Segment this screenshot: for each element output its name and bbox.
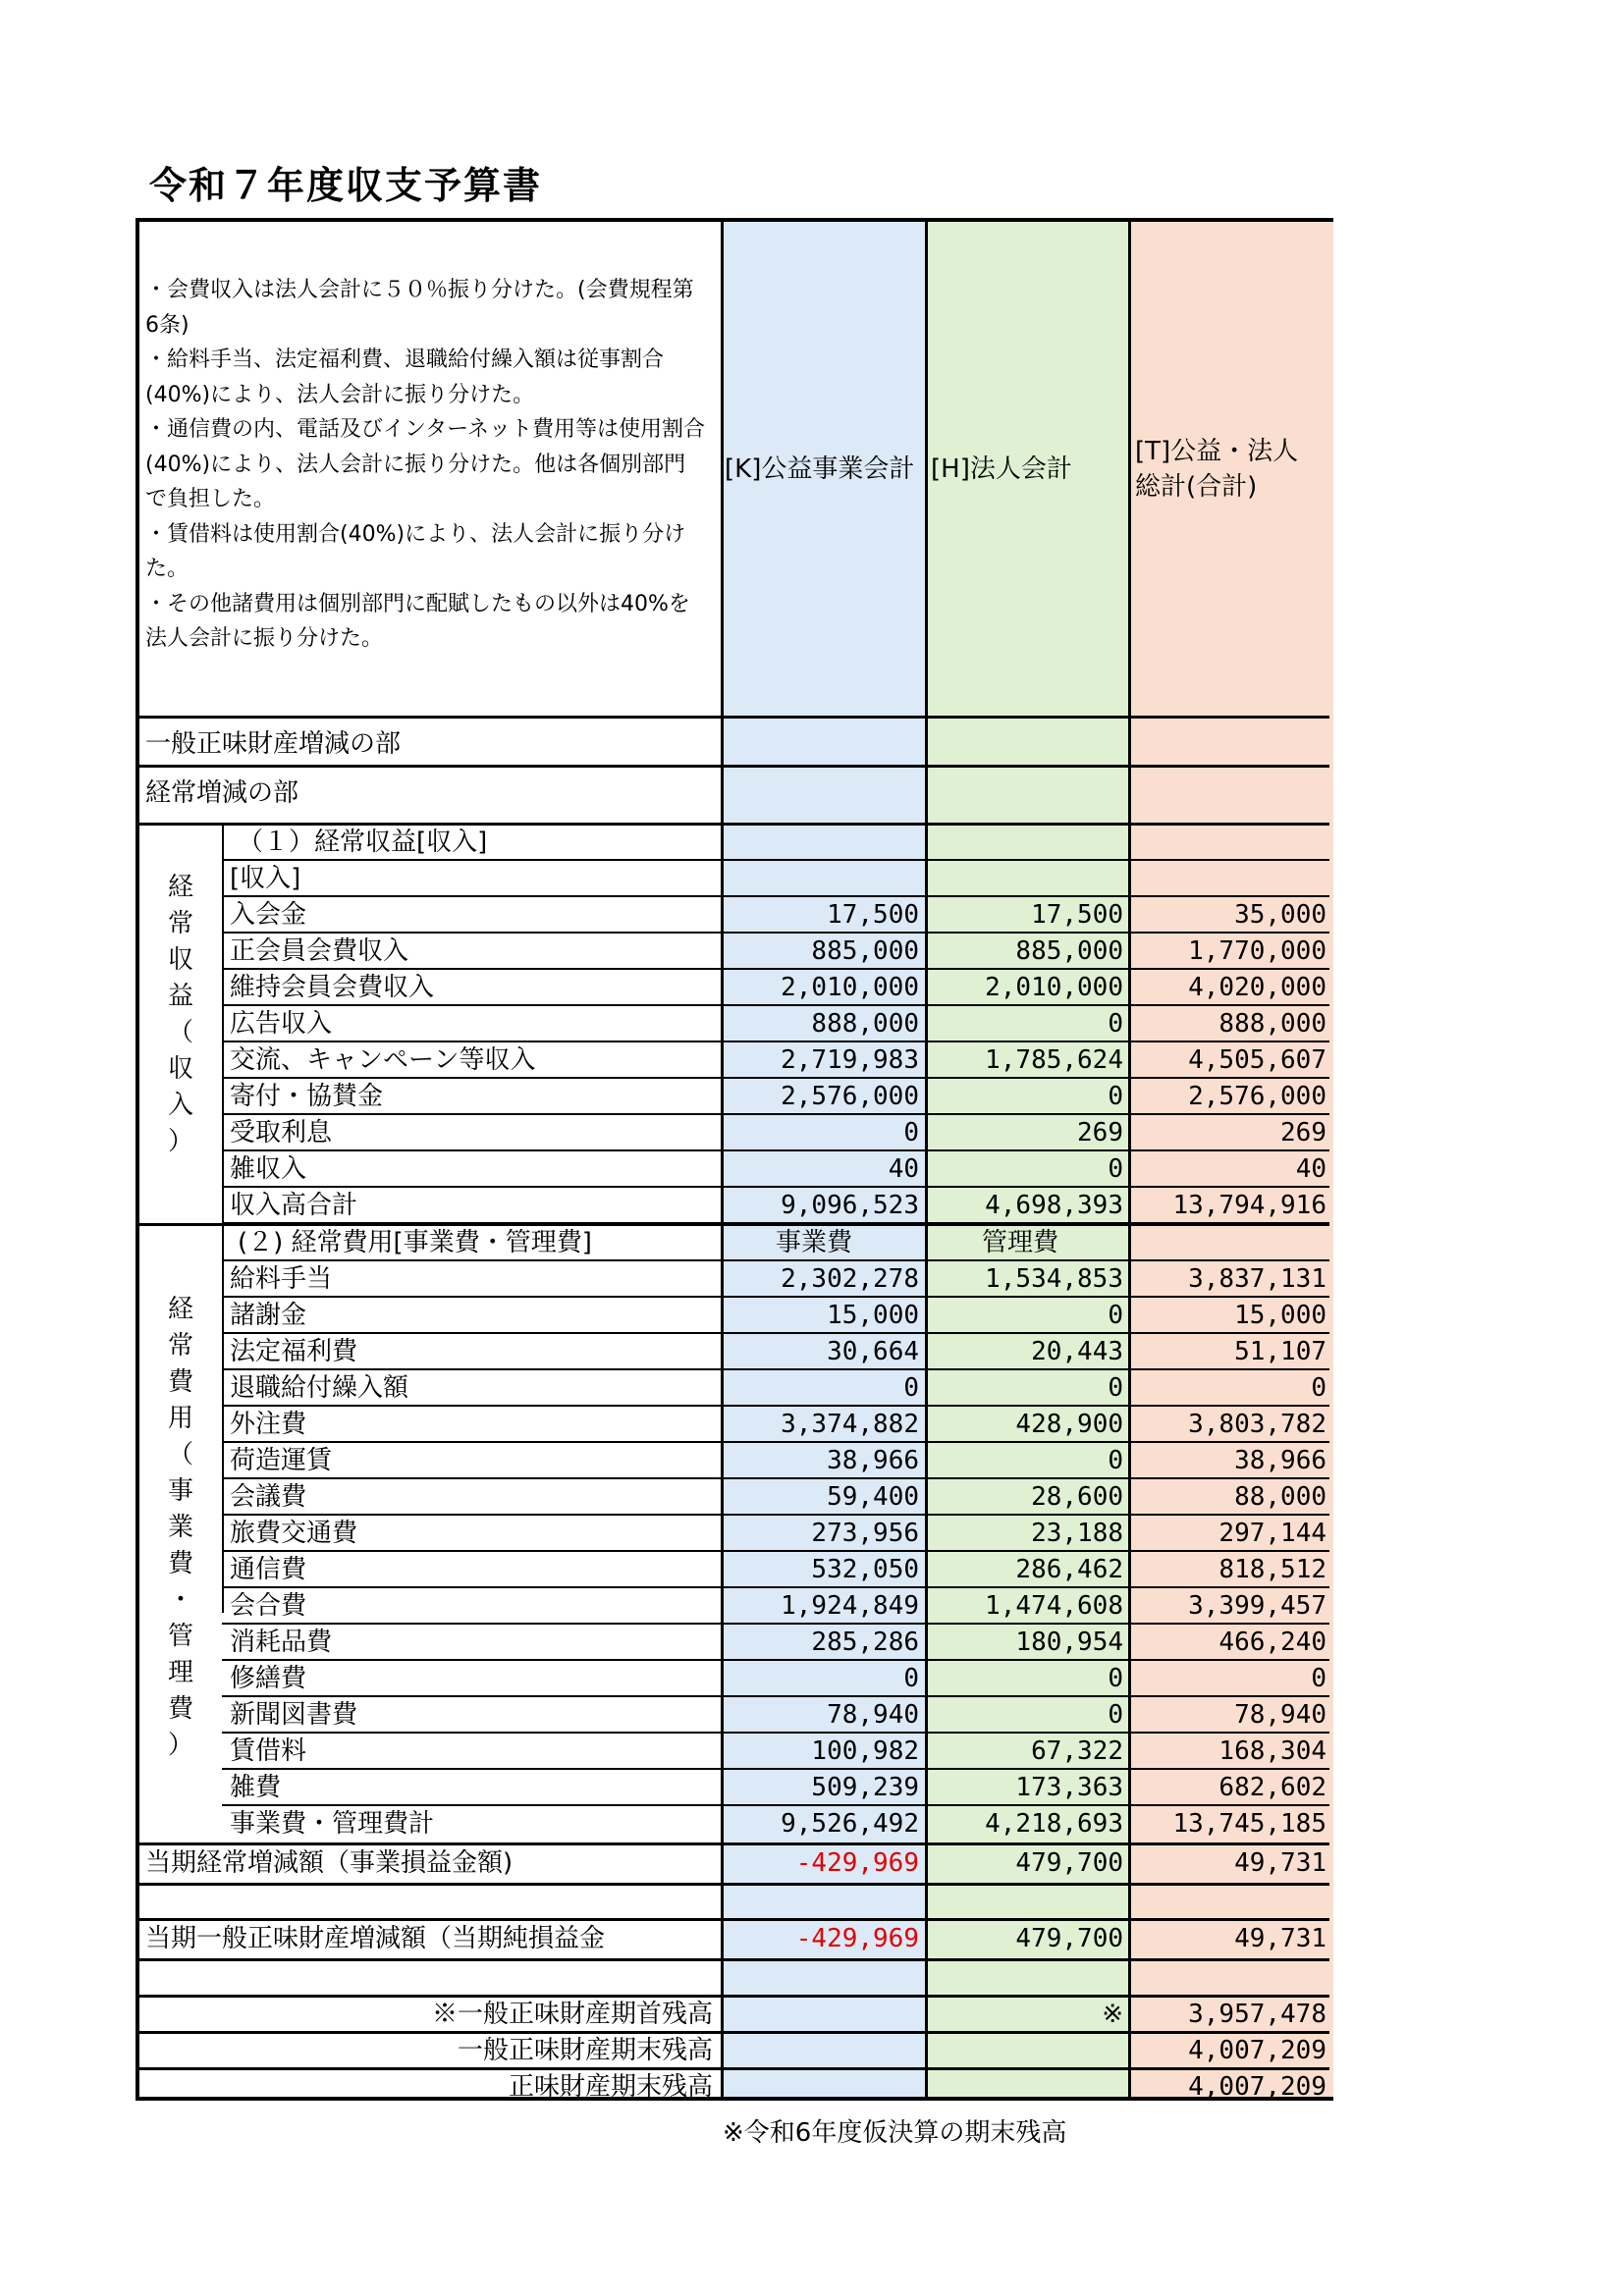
revenue-group-text: [161, 870, 200, 1160]
t-value: 2,576,000: [1188, 1082, 1326, 1111]
expense-group-text: [161, 1292, 200, 1764]
vertical-char: （: [167, 1018, 193, 1047]
h-value: 1,534,853: [985, 1264, 1123, 1294]
t-value: 15,000: [1234, 1301, 1326, 1330]
header-t2: 総計(合計): [1135, 472, 1258, 502]
row-label: 退職給付繰入額: [230, 1373, 409, 1403]
h-value: 28,600: [1031, 1482, 1123, 1512]
row-label: 消耗品費: [230, 1628, 333, 1657]
table-row: [230, 1334, 1329, 1369]
row-label: 修繕費: [230, 1664, 307, 1693]
t-value: 13,745,185: [1172, 1809, 1326, 1839]
k-value: 2,302,278: [781, 1264, 919, 1294]
t-value: 1,770,000: [1188, 936, 1326, 966]
table-row: [230, 1734, 1329, 1769]
k-value: 100,982: [811, 1736, 919, 1766]
h-value: 17,500: [1031, 900, 1123, 930]
h-value: 0: [1108, 1154, 1123, 1184]
row-label: 諸謝金: [230, 1301, 307, 1330]
k-value: 59,400: [827, 1482, 919, 1512]
t-value: 0: [1311, 1664, 1326, 1693]
h-value: 1,474,608: [985, 1591, 1123, 1621]
t-value: 78,940: [1234, 1700, 1326, 1730]
row-label: 外注費: [230, 1410, 307, 1439]
h-value: 0: [1108, 1664, 1123, 1693]
table-row: [230, 1188, 1329, 1223]
revenue-group-label: [161, 870, 200, 1160]
h-value: 4,218,693: [985, 1809, 1123, 1839]
group-divider: [222, 824, 224, 1613]
h-value: 0: [1108, 1700, 1123, 1730]
net-change-row: 当期一般正味財産増減額（当期純損益金 -429,969 479,700 49,731: [145, 1924, 1326, 1953]
table-row: [230, 1298, 1329, 1333]
section-ordinary: 経常増減の部: [145, 778, 299, 808]
header-t1: [T]公益・法人: [1135, 437, 1299, 466]
h-value: 180,954: [1015, 1628, 1123, 1657]
row-label: 賃借料: [230, 1736, 307, 1766]
t-value: 888,000: [1218, 1009, 1326, 1039]
page-title: 令和７年度収支予算書: [149, 164, 543, 207]
header-k: [K]公益事業会計: [725, 454, 915, 484]
h-value: 269: [1077, 1118, 1123, 1148]
row-label: 雑収入: [230, 1154, 307, 1184]
row-label: 交流、キャンペーン等収入: [230, 1045, 536, 1075]
k-value: 0: [903, 1664, 919, 1693]
k-value: 17,500: [827, 900, 919, 930]
row-label: 法定福利費: [230, 1337, 358, 1366]
t-value: 682,602: [1218, 1773, 1326, 1802]
row-label: 通信費: [230, 1555, 307, 1584]
vertical-char: 費: [167, 1694, 193, 1724]
vertical-char: 収: [167, 1054, 193, 1084]
table-row: [230, 1806, 1329, 1842]
revenue-heading: （１）経常収益[収入]: [238, 828, 488, 857]
header-h: [H]法人会計: [931, 454, 1072, 484]
t-value: 297,144: [1218, 1519, 1326, 1548]
vertical-char: 費: [167, 1549, 193, 1578]
row-label: 雑費: [230, 1773, 282, 1802]
vertical-char: 経: [167, 873, 193, 902]
row-label: 正会員会費収入: [230, 936, 409, 966]
expense-group-label: [161, 1292, 200, 1764]
table-row: [230, 1407, 1329, 1442]
vertical-char: ）: [167, 1127, 193, 1156]
vertical-char: 費: [167, 1367, 193, 1397]
row-label: 収入高合計: [230, 1191, 358, 1220]
t-value: 35,000: [1234, 900, 1326, 930]
k-value: 2,576,000: [781, 1082, 919, 1111]
t-value: 51,107: [1234, 1337, 1326, 1366]
table-row: [230, 1443, 1329, 1478]
t-value: 168,304: [1218, 1736, 1326, 1766]
vertical-char: 常: [167, 1331, 193, 1361]
row-line: [139, 716, 1329, 719]
vertical-char: 収: [167, 945, 193, 975]
row-label: 給料手当: [230, 1264, 333, 1294]
k-value: 2,719,983: [781, 1045, 919, 1075]
table-row: [230, 1661, 1329, 1696]
h-value: 0: [1108, 1009, 1123, 1039]
vertical-char: 理: [167, 1658, 193, 1687]
t-value: 3,803,782: [1188, 1410, 1326, 1439]
h-value: 2,010,000: [985, 973, 1123, 1002]
expense-k-subheading: 事業費: [776, 1228, 853, 1257]
t-value: 3,837,131: [1188, 1264, 1326, 1294]
table-row: [230, 1261, 1329, 1297]
vertical-char: 益: [167, 982, 193, 1011]
table-row: [230, 1588, 1329, 1624]
vertical-char: 事: [167, 1476, 193, 1506]
table-row: [230, 1516, 1329, 1551]
t-value: 40: [1295, 1154, 1326, 1184]
table-row: [230, 1697, 1329, 1733]
table-row: [230, 934, 1329, 969]
t-value: 466,240: [1218, 1628, 1326, 1657]
table-row: [230, 970, 1329, 1005]
vertical-char: 常: [167, 909, 193, 938]
k-value: 15,000: [827, 1301, 919, 1330]
vertical-char: ・: [167, 1585, 193, 1615]
k-value: 532,050: [811, 1555, 919, 1584]
h-value: 0: [1108, 1446, 1123, 1475]
t-value: 0: [1311, 1373, 1326, 1403]
k-value: 285,286: [811, 1628, 919, 1657]
row-label: 事業費・管理費計: [230, 1809, 435, 1839]
k-value: 40: [888, 1154, 919, 1184]
notes-text: ・会費収入は法人会計に５０％振り分けた。(会費規程第6条) ・給料手当、法定福利費、退職給付繰入額は従事割合(40%)により、法人会計に振り分けた。 ・通信費の内、電話及びインターネット費用等は使用割合 (40%)により、法人会計に振り分けた。他は各個別部門で負担した。 ・賃借料は使用割合(40%)により、法人会計に振り分けた。 ・その他諸費用は個別部門に配賦したもの以外は40%を法人会計に振り分けた。: [145, 278, 706, 651]
table-row: [230, 1151, 1329, 1187]
t-value: 4,505,607: [1188, 1045, 1326, 1075]
row-label: 入会金: [230, 900, 307, 930]
table-row: [230, 897, 1329, 933]
revenue-subheading: [収入]: [230, 864, 301, 893]
h-value: 428,900: [1015, 1410, 1123, 1439]
table-row: [230, 1079, 1329, 1114]
row-label: 受取利息: [230, 1118, 333, 1148]
table-row: [230, 1370, 1329, 1406]
section-general: 一般正味財産増減の部: [145, 729, 402, 759]
opening-balance-row: ※一般正味財産期首残高 ※ 3,957,478: [431, 2000, 1326, 2029]
h-value: 885,000: [1015, 936, 1123, 966]
table-row: [230, 1115, 1329, 1150]
h-value: 0: [1108, 1301, 1123, 1330]
k-value: 885,000: [811, 936, 919, 966]
row-line: [139, 765, 1329, 768]
ordinary-change-row: 当期経常増減額（事業損益金額) -429,969 479,700 49,731: [145, 1848, 1326, 1878]
row-line: [139, 1883, 1329, 1886]
k-value: 2,010,000: [781, 973, 919, 1002]
table-row: [230, 1042, 1329, 1078]
vertical-char: ）: [167, 1731, 193, 1760]
k-value: 78,940: [827, 1700, 919, 1730]
table-row: [230, 1552, 1329, 1587]
k-value: 0: [903, 1118, 919, 1148]
expense-heading: (２) 経常費用[事業費・管理費]: [238, 1228, 592, 1257]
h-value: 20,443: [1031, 1337, 1123, 1366]
table-row: [230, 1625, 1329, 1660]
closing-net-row: 正味財産期末残高 4,007,209: [508, 2072, 1326, 2102]
k-value: 30,664: [827, 1337, 919, 1366]
k-value: 509,239: [811, 1773, 919, 1802]
k-value: 3,374,882: [781, 1410, 919, 1439]
k-value: 9,526,492: [781, 1809, 919, 1839]
k-value: 0: [903, 1373, 919, 1403]
t-value: 4,020,000: [1188, 973, 1326, 1002]
vertical-char: 用: [167, 1404, 193, 1433]
h-value: 4,698,393: [985, 1191, 1123, 1220]
table-row: [230, 1770, 1329, 1805]
vertical-char: 経: [167, 1295, 193, 1324]
row-label: 旅費交通費: [230, 1519, 358, 1548]
h-value: 1,785,624: [985, 1045, 1123, 1075]
table-row: [230, 1006, 1329, 1041]
vertical-char: 管: [167, 1622, 193, 1651]
t-value: 269: [1280, 1118, 1326, 1148]
row-label: 広告収入: [230, 1009, 333, 1039]
t-value: 13,794,916: [1172, 1191, 1326, 1220]
row-label: 会議費: [230, 1482, 307, 1512]
t-value: 3,399,457: [1188, 1591, 1326, 1621]
t-value: 88,000: [1234, 1482, 1326, 1512]
t-value: 818,512: [1218, 1555, 1326, 1584]
h-value: 173,363: [1015, 1773, 1123, 1802]
row-label: 会合費: [230, 1591, 307, 1621]
row-line: [139, 1958, 1329, 1961]
table-row: [230, 1479, 1329, 1515]
closing-general-row: 一般正味財産期末残高 4,007,209: [457, 2036, 1326, 2065]
k-value: 38,966: [827, 1446, 919, 1475]
row-label: 寄付・協賛金: [230, 1082, 384, 1111]
k-value: 888,000: [811, 1009, 919, 1039]
row-label: 維持会員会費収入: [230, 973, 435, 1002]
h-value: 67,322: [1031, 1736, 1123, 1766]
k-value: 9,096,523: [781, 1191, 919, 1220]
budget-table: [135, 218, 1333, 2101]
vertical-char: 入: [167, 1091, 193, 1120]
k-value: 1,924,849: [781, 1591, 919, 1621]
row-label: 新聞図書費: [230, 1700, 358, 1730]
expense-h-subheading: 管理費: [982, 1228, 1059, 1257]
row-label: 荷造運賃: [230, 1446, 333, 1475]
h-value: 23,188: [1031, 1519, 1123, 1548]
h-value: 286,462: [1015, 1555, 1123, 1584]
h-value: 0: [1108, 1082, 1123, 1111]
k-value: 273,956: [811, 1519, 919, 1548]
vertical-char: （: [167, 1440, 193, 1469]
t-value: 38,966: [1234, 1446, 1326, 1475]
h-value: 0: [1108, 1373, 1123, 1403]
vertical-char: 業: [167, 1513, 193, 1542]
footnote: ※令和6年度仮決算の期末残高: [723, 2118, 1067, 2148]
